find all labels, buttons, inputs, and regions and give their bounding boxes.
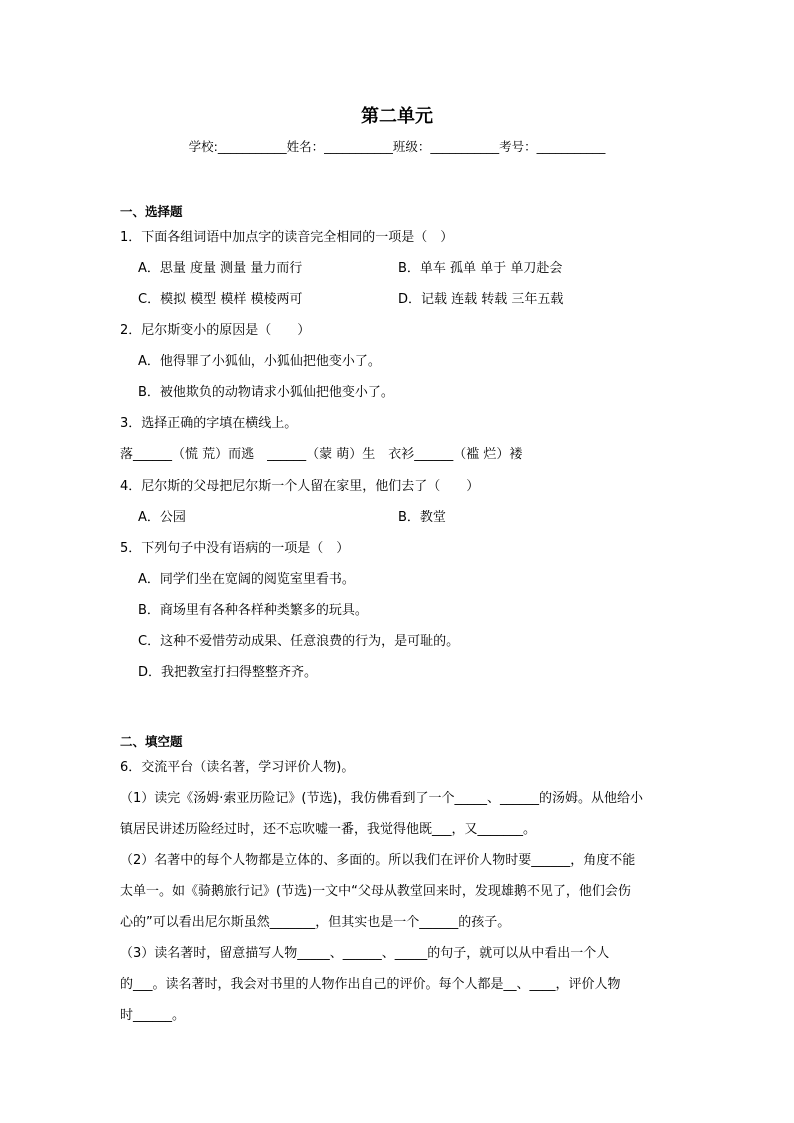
question-2-option-b: B．被他欺负的动物请求小狐仙把他变小了。	[138, 385, 394, 400]
page-title: 第二单元	[361, 106, 433, 127]
question-4-stem: 4．尼尔斯的父母把尼尔斯一个人留在家里，他们去了（ ）	[120, 479, 480, 494]
question-6-line: （3）读名著时，留意描写人物_____、______、_____的句子，就可以从中看出一个人	[120, 946, 610, 961]
question-2-option-a: A．他得罪了小狐仙，小狐仙把他变小了。	[138, 354, 381, 369]
question-1-option-a: A．思量 度量 测量 量力而行	[138, 261, 303, 276]
section-heading-choice: 一、选择题	[120, 204, 183, 219]
question-6-line: 时______。	[120, 1008, 186, 1023]
question-5-stem: 5．下列句子中没有语病的一项是（ ）	[120, 541, 350, 556]
question-6-line: 的___。读名著时，我会对书里的人物作出自己的评价。每个人都是__、____，评价人物	[120, 977, 621, 992]
question-2-stem: 2．尼尔斯变小的原因是（ ）	[120, 323, 311, 338]
question-6-line: 心的”可以看出尼尔斯虽然_______，但其实也是一个______的孩子。	[120, 915, 511, 930]
question-4-option-a: A．公园	[138, 510, 186, 525]
question-6-line: （2）名著中的每个人物都是立体的、多面的。所以我们在评价人物时要______，角度不能	[120, 853, 636, 868]
question-4-option-b: B．教堂	[398, 510, 446, 525]
question-1-option-c: C．模拟 模型 模样 模棱两可	[138, 292, 303, 307]
question-6-line: 镇居民讲述历险经过时，还不忘吹嘘一番，我觉得他既___，又_______。	[120, 822, 537, 837]
question-1-stem: 1．下面各组词语中加点字的读音完全相同的一项是（ ）	[120, 230, 454, 245]
question-1-option-d: D．记载 连载 转载 三年五载	[398, 292, 564, 307]
question-1-option-b: B．单车 孤单 单于 单刀赴会	[398, 261, 563, 276]
question-5-option-a: A．同学们坐在宽阔的阅览室里看书。	[138, 572, 355, 587]
question-5-option-d: D．我把教室打扫得整整齐齐。	[138, 665, 318, 680]
question-6-stem: 6．交流平台（读名著，学习评价人物)。	[120, 760, 355, 775]
question-6-line: 太单一。如《骑鹅旅行记》(节选)一文中“父母从教堂回来时，发现雄鹅不见了，他们会伤	[120, 884, 631, 899]
section-heading-fill: 二、填空题	[120, 734, 183, 749]
question-6-line: （1）读完《汤姆·索亚历险记》(节选)，我仿佛看到了一个_____、______的汤姆。从他给小	[120, 791, 644, 806]
question-5-option-b: B．商场里有各种各样种类繁多的玩具。	[138, 603, 368, 618]
question-3-stem: 3．选择正确的字填在横线上。	[120, 416, 298, 431]
student-info-line: 学校:___________姓名：___________班级：___________考号：___________	[188, 139, 606, 154]
question-3-fill-line: 落______（慌 荒）而逃 ______（蒙 萌）生 衣衫______（褴 烂）褛	[120, 447, 523, 462]
question-5-option-c: C．这种不爱惜劳动成果、任意浪费的行为，是可耻的。	[138, 634, 460, 649]
